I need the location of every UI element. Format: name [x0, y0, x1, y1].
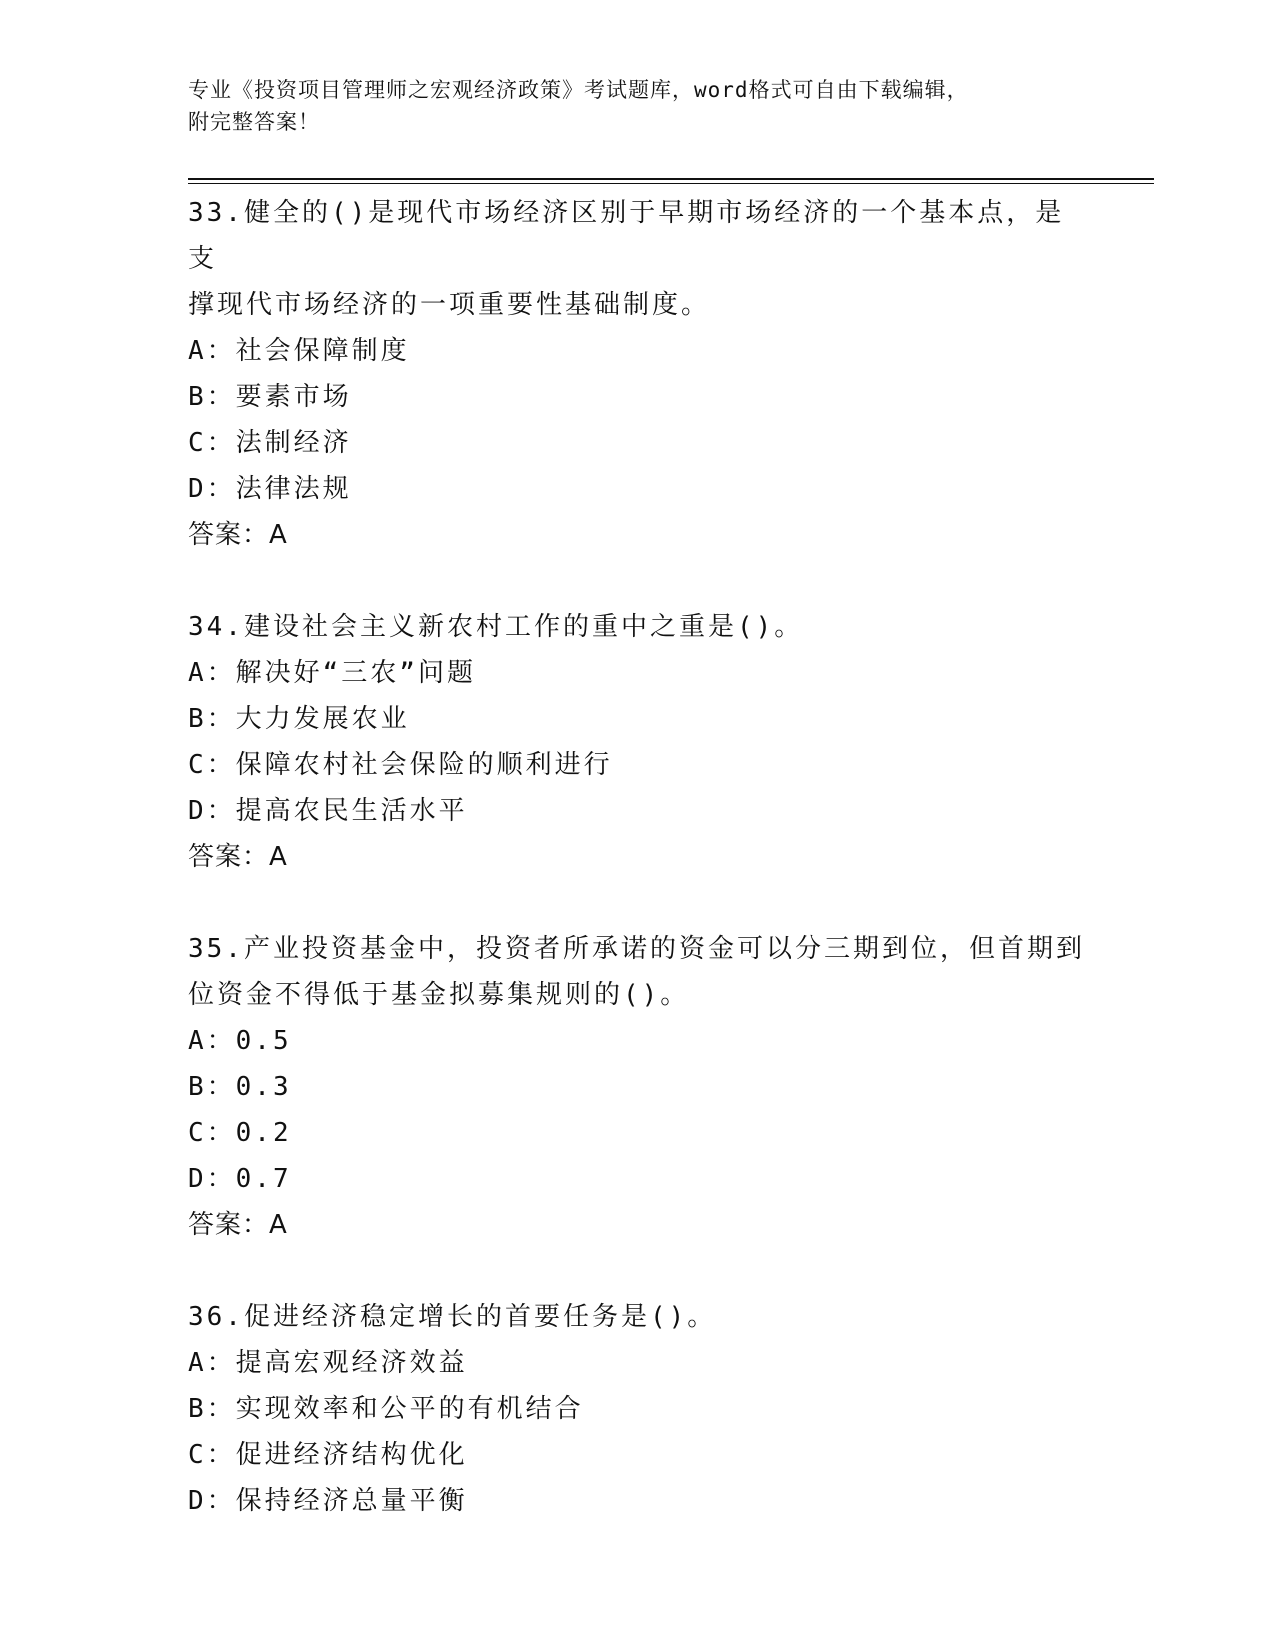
question-stem-line: 33.健全的()是现代市场经济区别于早期市场经济的一个基本点，是支: [188, 198, 1065, 274]
answer-line: 答案：A: [188, 1210, 288, 1240]
question-stem-line: 34.建设社会主义新农村工作的重中之重是()。: [188, 612, 804, 642]
option-a: A：社会保障制度: [188, 336, 410, 366]
question-stem-line: 35.产业投资基金中，投资者所承诺的资金可以分三期到位，但首期到: [188, 934, 1085, 964]
option-c: C：促进经济结构优化: [188, 1440, 468, 1470]
question-stem-line: 撑现代市场经济的一项重要性基础制度。: [188, 290, 711, 320]
option-a: A：解决好“三农”问题: [188, 658, 476, 688]
option-a: A：提高宏观经济效益: [188, 1348, 468, 1378]
option-d: D：提高农民生活水平: [188, 796, 468, 826]
question-stem-line: 36.促进经济稳定增长的首要任务是()。: [188, 1302, 717, 1332]
option-b: B：实现效率和公平的有机结合: [188, 1394, 584, 1424]
option-c: C：保障农村社会保险的顺利进行: [188, 750, 613, 780]
question-list: [188, 190, 1088, 1570]
option-a: A：0.5: [188, 1026, 292, 1056]
header-divider-thin: [188, 183, 1154, 184]
question-36: [188, 1294, 1088, 1524]
answer-line: 答案：A: [188, 520, 288, 550]
option-c: C：法制经济: [188, 428, 352, 458]
header-divider-thick: [188, 178, 1154, 180]
question-33: [188, 190, 1088, 558]
option-c: C：0.2: [188, 1118, 292, 1148]
question-stem-line: 位资金不得低于基金拟募集规则的()。: [188, 980, 690, 1010]
document-header: [188, 74, 1068, 138]
option-d: D：保持经济总量平衡: [188, 1486, 468, 1516]
option-d: D：法律法规: [188, 474, 352, 504]
option-b: B：大力发展农业: [188, 704, 410, 734]
answer-line: 答案：A: [188, 842, 288, 872]
option-b: B：要素市场: [188, 382, 352, 412]
question-34: [188, 604, 1088, 880]
option-b: B：0.3: [188, 1072, 292, 1102]
header-line-2: 附完整答案！: [188, 110, 320, 134]
option-d: D：0.7: [188, 1164, 292, 1194]
header-line-1: 专业《投资项目管理师之宏观经济政策》考试题库，word格式可自由下载编辑，: [188, 78, 969, 102]
question-35: [188, 926, 1088, 1248]
